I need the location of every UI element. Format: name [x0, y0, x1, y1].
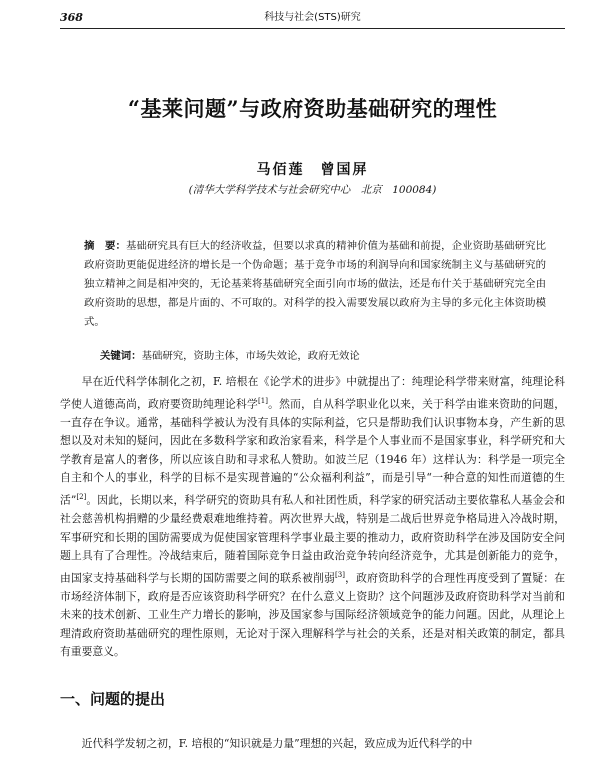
keywords-label: 关键词：	[100, 350, 142, 362]
section-heading: 一、问题的提出	[60, 690, 166, 708]
article-title: “基莱问题”与政府资助基础研究的理性	[127, 96, 498, 121]
citation-3[interactable]: [3]	[335, 570, 345, 579]
article-authors: 马佰莲 曾国屏	[256, 162, 369, 178]
intro-text-4: ，政府资助科学的合理性再度受到了置疑：在市场经济体制下，政府是否应该资助科学研究？在什么意义上资助？这个问题涉及政府资助科学对当前和未来的技术创新、工业生产力增长的影响，涉及国家参与国际经济领域竞争的能力问题。因此，从理论上理清政府资助基础研究的理性原则，无论对于深入理解科学与社会的关系，还是对相关政策的制定，都具有重要意义。	[60, 571, 566, 659]
intro-text-1: 早在近代科学体制化之初，F. 培根在《论学术的进步》中就提出了：纯理论科学带来财富，纯理论科学使人道德高尚，政府要资助纯理论科学	[60, 375, 565, 411]
keywords-text: 基础研究，资助主体，市场失效论，政府无效论	[141, 350, 360, 362]
citation-1[interactable]: [1]	[258, 396, 268, 405]
journal-name: 科技与社会(STS)研究	[264, 12, 361, 23]
running-header	[60, 8, 565, 29]
intro-paragraph	[60, 373, 565, 662]
page-number: 368	[60, 11, 83, 24]
intro-text-3: 。因此，长期以来，科学研究的资助具有私人和社团性质，科学家的研究活动主要依靠私人基金会和社会慈善机构捐赠的少量经费艰难地维持着。两次世界大战，特别是二战后世界竞争格局进入冷战时期，军事研究和长期的国防需要成为促使国家管理科学事业最主要的推动力，政府资助科学在涉及国防安全问题上具有了合理性。冷战结束后，随着国际竞争日益由政治竞争转向经济竞争，尤其是创新能力的竞争，由国家支持基础科学与长期的国防需要之间的联系被削弱	[60, 493, 565, 585]
abstract	[84, 237, 546, 332]
abstract-label: 摘 要：	[84, 240, 127, 252]
intro-text-2: 。然而，自从科学职业化以来，关于科学由谁来资助的问题，一直存在争议。通常，基础科学被认为没有具体的实际利益，它只是帮助我们认识事物本身，产生新的思想以及对未知的疑问，因此在多数科学家和政治家看来，科学是个人事业而不是国家事业，科学研究和大学教育是富人的奢侈，所以应该自助和寻求私人赞助。如波兰尼（1946 年）这样认为：科学是一项完全自主和个人的事业，科学的目标不是实现普遍的“公众福利利益”，而是引导“一种合意的知性而道德的生活”	[60, 397, 565, 507]
section-paragraph: 近代科学发轫之初，F. 培根的“知识就是力量”理想的兴起，致应成为近代科学的中	[81, 737, 473, 750]
keywords	[100, 347, 546, 366]
citation-2[interactable]: [2]	[76, 492, 87, 501]
author-affiliation: (清华大学科学技术与社会研究中心 北京 100084)	[188, 184, 437, 196]
abstract-text: 基础研究具有巨大的经济收益，但要以求真的精神价值为基础和前提，企业资助基础研究比政府资助更能促进经济的增长是一个伪命题；基于竞争市场的利润导向和国家统制主义与基础研究的独立精神之间是相冲突的，无论基莱将基础研究全面引向市场的做法，还是布什关于基础研究完全由政府资助的思想，都是片面的、不可取的。对科学的投入需要发展以政府为主导的多元化主体资助模式。	[84, 240, 547, 328]
